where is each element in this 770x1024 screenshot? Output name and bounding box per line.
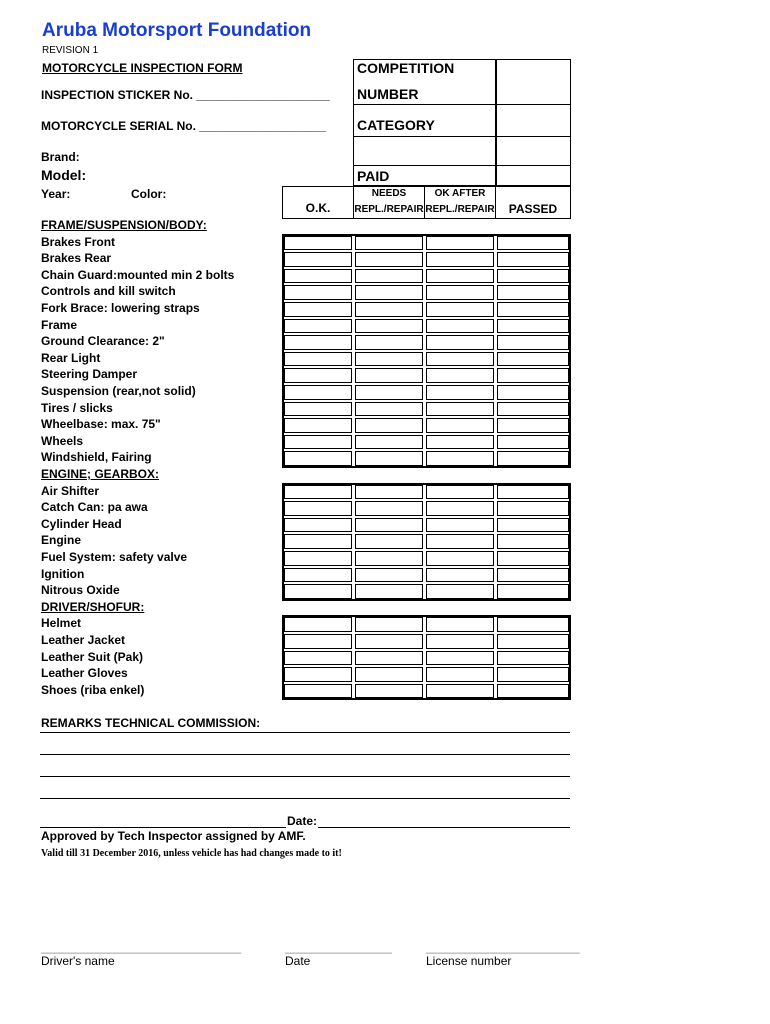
checklist-item: Frame xyxy=(41,317,78,332)
checkbox-passed[interactable] xyxy=(497,236,569,251)
competition-label: COMPETITION xyxy=(357,60,455,76)
checkbox-passed[interactable] xyxy=(497,667,569,682)
color-field[interactable]: Color: xyxy=(131,187,167,201)
checkbox-needs-repair[interactable] xyxy=(355,485,423,500)
paid-input[interactable] xyxy=(497,138,569,164)
checkbox-passed[interactable] xyxy=(497,319,569,334)
checkbox-ok-after-repair[interactable] xyxy=(426,684,494,699)
checkbox-ok[interactable] xyxy=(284,584,352,599)
checklist-item: Tires / slicks xyxy=(41,400,113,415)
checklist-item: Catch Can: pa awa xyxy=(41,500,148,515)
date-sign-line[interactable]: ________________ xyxy=(285,940,392,954)
checkbox-ok-after-repair[interactable] xyxy=(426,236,494,251)
driver-name-label: Driver's name xyxy=(41,954,115,968)
col-passed-label: PASSED xyxy=(508,202,558,216)
checklist-item: Steering Damper xyxy=(41,367,138,382)
checkbox-needs-repair[interactable] xyxy=(355,302,423,317)
checkbox-needs-repair[interactable] xyxy=(355,269,423,284)
col-ok-label: O.K. xyxy=(305,201,331,215)
checkbox-needs-repair[interactable] xyxy=(355,551,423,566)
checkbox-passed[interactable] xyxy=(497,684,569,699)
checkbox-passed[interactable] xyxy=(497,651,569,666)
checkbox-passed[interactable] xyxy=(497,451,569,466)
checklist-item: Leather Jacket xyxy=(41,633,126,647)
checkbox-ok-after-repair[interactable] xyxy=(426,485,494,500)
checkbox-ok-after-repair[interactable] xyxy=(426,302,494,317)
checkbox-ok[interactable] xyxy=(284,269,352,284)
section-title: FRAME/SUSPENSION/BODY: xyxy=(41,218,207,232)
checklist-item: Fork Brace: lowering straps xyxy=(41,301,200,315)
checkbox-ok-after-repair[interactable] xyxy=(426,451,494,466)
valid-text: Valid till 31 December 2016, unless vehicle has had changes made to it! xyxy=(41,848,342,859)
checkbox-passed[interactable] xyxy=(497,584,569,599)
checkbox-ok[interactable] xyxy=(284,319,352,334)
remarks-line-2[interactable] xyxy=(40,754,570,755)
checkbox-ok[interactable] xyxy=(284,651,352,666)
serial-field[interactable]: MOTORCYCLE SERIAL No. ___________________ xyxy=(41,119,327,133)
checklist-item: Engine xyxy=(41,533,82,548)
checklist-item: Fuel System: safety valve xyxy=(41,550,188,564)
checkbox-needs-repair[interactable] xyxy=(355,236,423,251)
checkbox-passed[interactable] xyxy=(497,617,569,632)
col-needs-label-1: NEEDS xyxy=(371,188,407,199)
section-title: DRIVER/SHOFUR: xyxy=(41,599,145,614)
category-input[interactable] xyxy=(497,106,569,135)
checkbox-ok[interactable] xyxy=(284,684,352,699)
checkbox-passed[interactable] xyxy=(497,634,569,649)
checkbox-passed[interactable] xyxy=(497,485,569,500)
year-field[interactable]: Year: xyxy=(41,187,71,201)
checkbox-ok[interactable] xyxy=(284,335,352,350)
license-sign-line[interactable]: _______________________ xyxy=(426,940,580,954)
model-field[interactable]: Model: xyxy=(41,167,87,183)
number-label: NUMBER xyxy=(357,86,419,102)
checkbox-passed[interactable] xyxy=(497,402,569,417)
checkbox-ok[interactable] xyxy=(284,667,352,682)
section-title: ENGINE; GEARBOX: xyxy=(41,467,160,481)
revision-label: REVISION 1 xyxy=(42,45,99,56)
date-line[interactable] xyxy=(318,827,570,828)
checklist-item: Wheels xyxy=(41,433,84,448)
checkbox-ok-after-repair[interactable] xyxy=(426,435,494,450)
checkbox-ok[interactable] xyxy=(284,551,352,566)
checklist-item: Brakes Front xyxy=(41,234,116,249)
checkbox-ok[interactable] xyxy=(284,236,352,251)
checkbox-needs-repair[interactable] xyxy=(355,252,423,267)
checkbox-ok-after-repair[interactable] xyxy=(426,402,494,417)
checkbox-ok[interactable] xyxy=(284,485,352,500)
checkbox-ok-after-repair[interactable] xyxy=(426,584,494,599)
checklist-item: Wheelbase: max. 75" xyxy=(41,417,161,432)
checklist-item: Rear Light xyxy=(41,350,101,365)
driver-sign-line[interactable]: ______________________________ xyxy=(41,940,242,954)
checkbox-needs-repair[interactable] xyxy=(355,319,423,334)
checkbox-needs-repair[interactable] xyxy=(355,651,423,666)
checkbox-needs-repair[interactable] xyxy=(355,667,423,682)
checkbox-ok-after-repair[interactable] xyxy=(426,335,494,350)
checkbox-passed[interactable] xyxy=(497,501,569,516)
checkbox-ok-after-repair[interactable] xyxy=(426,534,494,549)
checkbox-ok[interactable] xyxy=(284,617,352,632)
checkbox-passed[interactable] xyxy=(497,302,569,317)
checklist-item: Ground Clearance: 2" xyxy=(41,334,165,349)
checkbox-ok[interactable] xyxy=(284,501,352,516)
checklist-item: Nitrous Oxide xyxy=(41,583,120,598)
checkbox-ok[interactable] xyxy=(284,252,352,267)
checkbox-ok-after-repair[interactable] xyxy=(426,501,494,516)
checklist-item: Helmet xyxy=(41,616,82,631)
checkbox-ok[interactable] xyxy=(284,451,352,466)
checkbox-needs-repair[interactable] xyxy=(355,584,423,599)
org-title: Aruba Motorsport Foundation xyxy=(42,20,312,41)
remarks-line-1[interactable] xyxy=(40,732,570,733)
checkbox-ok-after-repair[interactable] xyxy=(426,617,494,632)
checkbox-needs-repair[interactable] xyxy=(355,285,423,300)
checkbox-needs-repair[interactable] xyxy=(355,451,423,466)
checklist-item: Shoes (riba enkel) xyxy=(41,682,145,697)
checkbox-ok-after-repair[interactable] xyxy=(426,518,494,533)
checkbox-passed[interactable] xyxy=(497,534,569,549)
checkbox-ok[interactable] xyxy=(284,435,352,450)
col-okafter-label-2: REPL./REPAIR xyxy=(425,204,495,215)
checkbox-passed[interactable] xyxy=(497,352,569,367)
checkbox-ok[interactable] xyxy=(284,385,352,400)
checkbox-ok[interactable] xyxy=(284,352,352,367)
checkbox-passed[interactable] xyxy=(497,335,569,350)
checkbox-passed[interactable] xyxy=(497,418,569,433)
checkbox-needs-repair[interactable] xyxy=(355,435,423,450)
remarks-line-4[interactable] xyxy=(40,798,570,799)
checkbox-ok[interactable] xyxy=(284,534,352,549)
checkbox-passed[interactable] xyxy=(497,252,569,267)
license-number-label: License number xyxy=(426,954,512,968)
checkbox-ok[interactable] xyxy=(284,368,352,383)
date-sign-label: Date xyxy=(285,954,311,968)
remarks-line-3[interactable] xyxy=(40,776,570,777)
checklist-item: Air Shifter xyxy=(41,483,100,498)
checkbox-needs-repair[interactable] xyxy=(355,335,423,350)
checkbox-ok-after-repair[interactable] xyxy=(426,385,494,400)
checkbox-ok-after-repair[interactable] xyxy=(426,418,494,433)
approved-text: Approved by Tech Inspector assigned by AMF. xyxy=(41,829,306,843)
checklist-item: Controls and kill switch xyxy=(41,284,176,299)
paid-label: PAID xyxy=(357,168,390,184)
checkbox-needs-repair[interactable] xyxy=(355,418,423,433)
checkbox-ok-after-repair[interactable] xyxy=(426,319,494,334)
checkbox-passed[interactable] xyxy=(497,269,569,284)
checkbox-needs-repair[interactable] xyxy=(355,385,423,400)
checkbox-ok-after-repair[interactable] xyxy=(426,667,494,682)
checkbox-needs-repair[interactable] xyxy=(355,402,423,417)
checkbox-needs-repair[interactable] xyxy=(355,634,423,649)
checkbox-needs-repair[interactable] xyxy=(355,568,423,583)
checklist-item: Leather Suit (Pak) xyxy=(41,649,144,664)
checkbox-passed[interactable] xyxy=(497,435,569,450)
checkbox-passed[interactable] xyxy=(497,551,569,566)
sticker-field[interactable]: INSPECTION STICKER No. ____________________ xyxy=(41,88,330,102)
checkbox-ok-after-repair[interactable] xyxy=(426,651,494,666)
checkbox-ok[interactable] xyxy=(284,302,352,317)
checkbox-ok[interactable] xyxy=(284,568,352,583)
checkbox-needs-repair[interactable] xyxy=(355,368,423,383)
checklist-item: Brakes Rear xyxy=(41,251,112,266)
checkbox-ok-after-repair[interactable] xyxy=(426,269,494,284)
checklist-item: Suspension (rear,not solid) xyxy=(41,384,196,398)
col-okafter-label-1: OK AFTER xyxy=(434,188,486,199)
checkbox-needs-repair[interactable] xyxy=(355,684,423,699)
checkbox-ok-after-repair[interactable] xyxy=(426,568,494,583)
checkbox-ok[interactable] xyxy=(284,634,352,649)
checkbox-needs-repair[interactable] xyxy=(355,352,423,367)
form-title: MOTORCYCLE INSPECTION FORM xyxy=(42,61,243,75)
checkbox-ok[interactable] xyxy=(284,518,352,533)
checkbox-ok[interactable] xyxy=(284,285,352,300)
checkbox-ok-after-repair[interactable] xyxy=(426,551,494,566)
checklist-item: Cylinder Head xyxy=(41,516,122,531)
checkbox-passed[interactable] xyxy=(497,368,569,383)
category-label: CATEGORY xyxy=(357,117,435,133)
checkbox-passed[interactable] xyxy=(497,518,569,533)
checkbox-ok-after-repair[interactable] xyxy=(426,352,494,367)
checklist-item: Ignition xyxy=(41,566,85,581)
checkbox-passed[interactable] xyxy=(497,568,569,583)
remarks-label: REMARKS TECHNICAL COMMISSION: xyxy=(41,716,261,730)
checkbox-ok-after-repair[interactable] xyxy=(426,368,494,383)
checklist-item: Windshield, Fairing xyxy=(41,450,152,465)
checkbox-needs-repair[interactable] xyxy=(355,534,423,549)
checkbox-passed[interactable] xyxy=(497,385,569,400)
col-needs-label-2: REPL./REPAIR xyxy=(354,204,424,215)
checkbox-ok[interactable] xyxy=(284,418,352,433)
date-label: Date: xyxy=(287,814,318,828)
brand-field[interactable]: Brand: xyxy=(41,150,80,164)
checkbox-ok-after-repair[interactable] xyxy=(426,252,494,267)
checkbox-passed[interactable] xyxy=(497,285,569,300)
checkbox-needs-repair[interactable] xyxy=(355,501,423,516)
checkbox-ok-after-repair[interactable] xyxy=(426,634,494,649)
checkbox-ok[interactable] xyxy=(284,402,352,417)
checkbox-needs-repair[interactable] xyxy=(355,617,423,632)
checkbox-needs-repair[interactable] xyxy=(355,518,423,533)
checklist-item: Chain Guard:mounted min 2 bolts xyxy=(41,267,235,282)
checklist-item: Leather Gloves xyxy=(41,666,128,681)
inspector-signature-line[interactable] xyxy=(40,827,286,828)
competition-number-input[interactable] xyxy=(497,61,569,103)
checkbox-ok-after-repair[interactable] xyxy=(426,285,494,300)
